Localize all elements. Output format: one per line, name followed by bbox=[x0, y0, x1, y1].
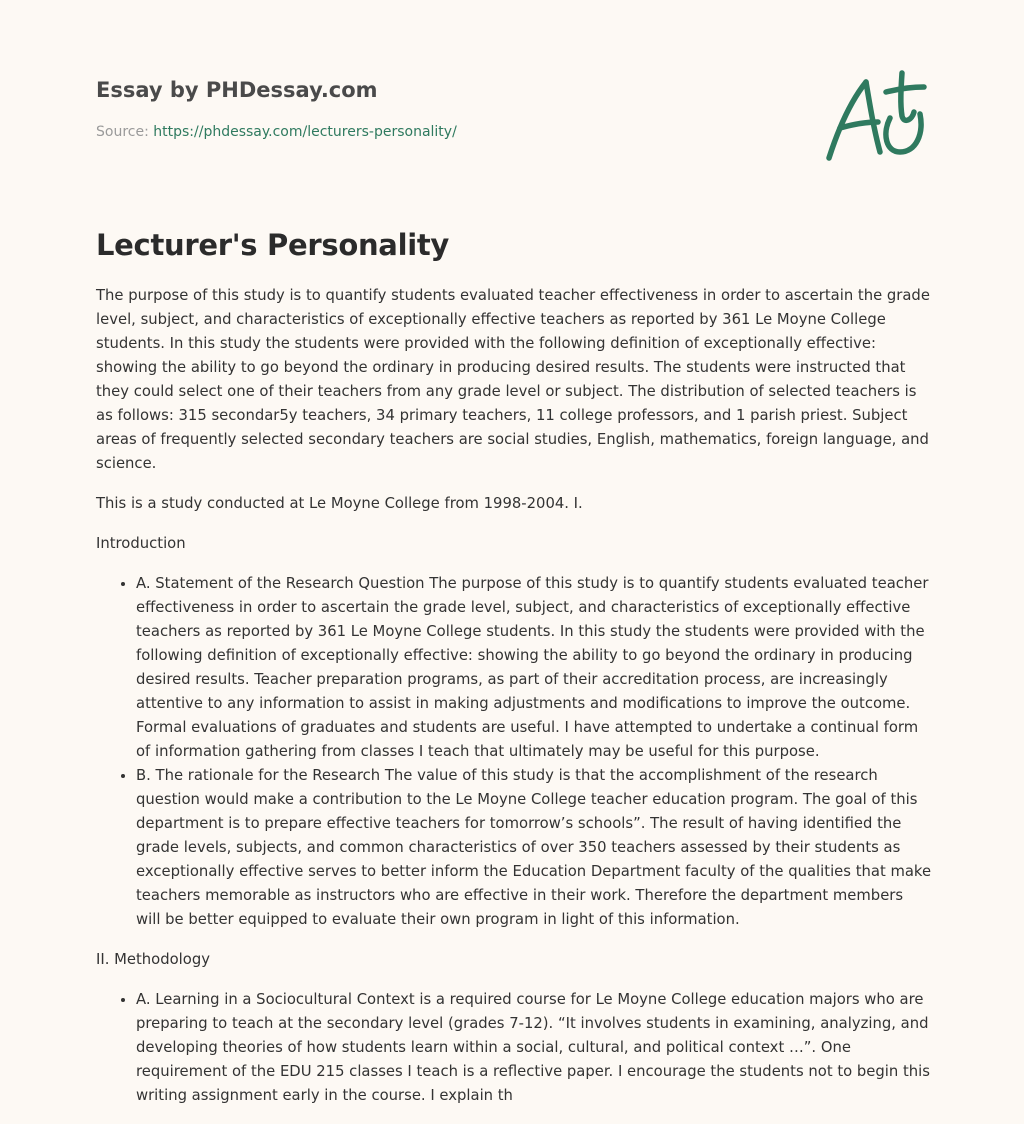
abstract-paragraph: The purpose of this study is to quantify students evaluated teacher effectiveness in order to ascertain the grade level, subject, and characteristics of exceptionally effective teachers as reported by 361 Le Moyne College students. In this study the students were provided with the following definition of exceptionally effective: showing the ability to go beyond the ordinary in producing desired results. The students were instructed that they could select one of their teachers from any grade level or subject. The distribution of selected teachers is as follows: 315 secondar5y teachers, 34 primary teachers, 11 college professors, and 1 parish priest. Subject areas of frequently selected secondary teachers are social studies, English, mathematics, foreign language, and science. bbox=[96, 287, 930, 472]
site-brand: Essay by PHDessay.com bbox=[96, 78, 378, 102]
source-line bbox=[96, 122, 457, 142]
introduction-list bbox=[96, 572, 932, 932]
list-item: • A. Learning in a Sociocultural Context is a required course for Le Moyne College education majors who are preparing to teach at the secondary level (grades 7-12). “It involves students in examining, analyzing, and developing theories of how students learn within a social, cultural, and political context …”. One requirement of the EDU 215 classes I teach is a reflective paper. I encourage the students not to begin this writing assignment early in the course. I explain th bbox=[136, 988, 932, 1108]
source-link[interactable]: https://phdessay.com/lecturers-personality/ bbox=[153, 124, 457, 140]
page-header bbox=[96, 76, 457, 142]
list-item: • B. The rationale for the Research The value of this study is that the accomplishment of the research question would make a contribution to the Le Moyne College teacher education program. The goal of this department is to prepare effective teachers for tomorrow’s schools”. The result of having identified the grade levels, subjects, and common characteristics of over 350 teachers assessed by their students as exceptionally effective serves to better inform the Education Department faculty of the qualities that make teachers memorable as instructors who are effective in their work. Therefore the department members will be better equipped to evaluate their own program in light of this information. bbox=[136, 764, 932, 932]
study-note-paragraph: This is a study conducted at Le Moyne College from 1998-2004. I. bbox=[96, 495, 583, 512]
source-label: Source: bbox=[96, 124, 154, 140]
essay-title: Lecturer's Personality bbox=[96, 228, 450, 262]
methodology-heading: II. Methodology bbox=[96, 951, 210, 968]
a-plus-grade-icon bbox=[820, 64, 930, 164]
methodology-list bbox=[96, 988, 932, 1108]
introduction-heading: Introduction bbox=[96, 535, 186, 552]
essay-content bbox=[96, 226, 932, 1124]
list-item: • A. Statement of the Research Question The purpose of this study is to quantify students evaluated teacher effectiveness in order to ascertain the grade level, subject, and characteristics of exceptionally effective teachers as reported by 361 Le Moyne College students. In this study the students were provided with the following definition of exceptionally effective: showing the ability to go beyond the ordinary in producing desired results. Teacher preparation programs, as part of their accreditation process, are increasingly attentive to any information to assist in making adjustments and modifications to improve the outcome. Formal evaluations of graduates and students are useful. I have attempted to undertake a continual form of information gathering from classes I teach that ultimately may be useful for this purpose. bbox=[136, 572, 932, 764]
